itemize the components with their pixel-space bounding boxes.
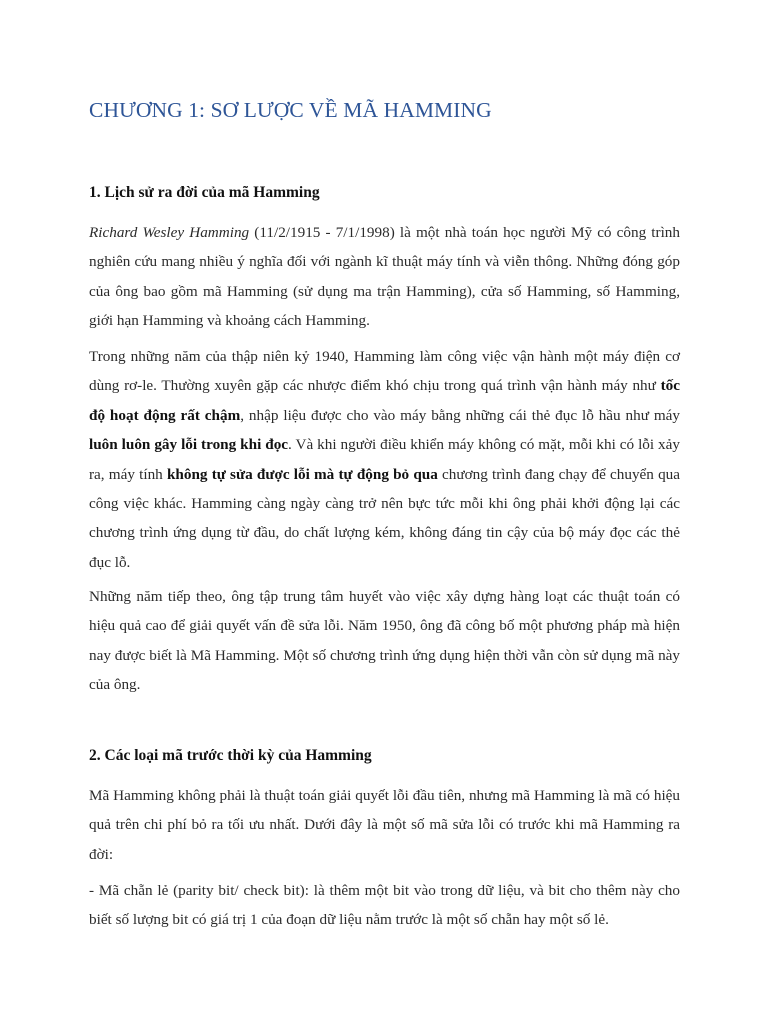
- paragraph-parity-bit: - Mã chẵn lẻ (parity bit/ check bit): là thêm một bit vào trong dữ liệu, và bit cho thêm này cho biết số lượng bit có giá trị 1 của đoạn dữ liệu nằm trước là một số chẵn hay một số lẻ.: [89, 882, 680, 929]
- paragraph-hamming-1950: Những năm tiếp theo, ông tập trung tâm huyết vào việc xây dựng hàng loạt các thuật toán có hiệu quả cao để giải quyết vấn đề sửa lỗi. Năm 1950, ông đã công bố một phương pháp mà hiện nay được biết là Mã Hamming. Một số chương trình ứng dụng hiện thời vẫn còn sử dụng mã này của ông.: [89, 588, 680, 694]
- paragraph-text: Trong những năm của thập niên kỷ 1940, Hamming làm công việc vận hành một máy điện cơ dùng rơ-le. Thường xuyên gặp các nhược điểm khó chịu trong quá trình vận hành máy như: [89, 348, 680, 395]
- paragraph-text: chương trình đang chạy để chuyển qua công việc khác. Hamming càng ngày càng trở nên bực tức mỗi khi ông phải khởi động lại các chương trình ứng dụng từ đầu, do chất lượng kém, không đáng tin cậy của bộ máy đọc các thẻ đục lỗ.: [89, 465, 681, 571]
- section-heading-earlier-codes: 2. Các loại mã trước thời kỳ của Hamming: [89, 747, 372, 764]
- paragraph-text: . Và khi người điều khiển máy không có mặt, mỗi khi có lỗi xảy ra, máy tính: [89, 436, 680, 483]
- paragraph-hamming-1940s: [89, 342, 680, 577]
- section-heading-history: 1. Lịch sử ra đời của mã Hamming: [89, 184, 320, 201]
- bold-phrase-slow-speed: tốc độ hoạt động rất chậm: [89, 377, 680, 424]
- chapter-title: CHƯƠNG 1: SƠ LƯỢC VỀ MÃ HAMMING: [89, 98, 492, 122]
- paragraph-hamming-bio: [89, 218, 680, 336]
- bold-phrase-read-errors: luôn luôn gây lỗi trong khi đọc: [89, 436, 289, 454]
- paragraph-text: (11/2/1915 - 7/1/1998) là một nhà toán học người Mỹ có công trình nghiên cứu mang nhiều ý nghĩa đối với ngành kĩ thuật máy tính và viễn thông. Những đóng góp của ông bao gồm mã Hamming (sử dụng ma trận Hamming), cửa số Hamming, số Hamming, giới hạn Hamming và khoảng cách Hamming.: [89, 224, 680, 330]
- paragraph-earlier-codes-intro: Mã Hamming không phải là thuật toán giải quyết lỗi đầu tiên, nhưng mã Hamming là mã có hiệu quả trên chi phí bỏ ra tối ưu nhất. Dưới đây là một số mã sửa lỗi có trước khi mã Hamming ra đời:: [89, 787, 680, 863]
- person-name: Richard Wesley Hamming: [89, 224, 250, 241]
- paragraph-text: , nhập liệu được cho vào máy bằng những cái thẻ đục lỗ hầu như máy: [240, 406, 680, 424]
- bold-phrase-no-self-correction: không tự sửa được lỗi mà tự động bỏ qua: [166, 465, 438, 483]
